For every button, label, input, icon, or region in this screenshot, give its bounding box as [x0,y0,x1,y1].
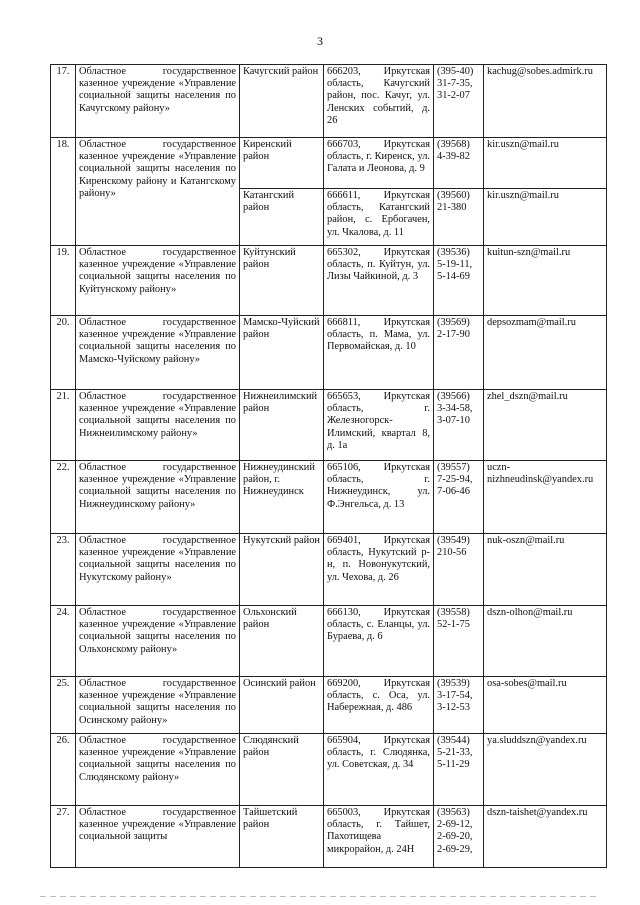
row-number: 27. [51,806,76,868]
table-row [51,65,607,138]
organization-name: Областное государственное казенное учреждение «Управление социальной защиты населения по Слюдянскому району» [76,734,240,806]
email: depsozmam@mail.ru [484,316,607,390]
address: 666130, Иркутская область, с. Еланцы, ул. Бураева, д. 6 [324,606,434,677]
email: uczn-nizhneudinsk@yandex.ru [484,461,607,534]
email: kir.uszn@mail.ru [484,189,607,246]
institutions-table [50,64,607,868]
address: 665003, Иркутская область, г. Тайшет, Пахотищева микрорайон, д. 24Н [324,806,434,868]
email: dszn-olhon@mail.ru [484,606,607,677]
scan-edge [40,896,600,897]
organization-name: Областное государственное казенное учреждение «Управление социальной защиты населения по Осинскому району» [76,677,240,734]
district-name: Нижнеудинский район, г. Нижнеудинск [240,461,324,534]
table-row [51,390,607,461]
address: 666611, Иркутская область, Катангский район, с. Ербогачен, ул. Чкалова, д. 11 [324,189,434,246]
phone: (39549) 210-56 [434,534,484,606]
organization-name: Областное государственное казенное учреждение «Управление социальной защиты населения по Куйтунскому району» [76,246,240,316]
email: ya.sluddszn@yandex.ru [484,734,607,806]
address: 669401, Иркутская область, Нукутский р-н, п. Новонукутский, ул. Чехова, д. 26 [324,534,434,606]
email: kachug@sobes.admirk.ru [484,65,607,138]
district-name: Ольхонский район [240,606,324,677]
email: kuitun-szn@mail.ru [484,246,607,316]
address: 665106, Иркутская область, г. Нижнеудинск, ул. Ф.Энгельса, д. 13 [324,461,434,534]
row-number: 26. [51,734,76,806]
phone: (39563) 2-69-12, 2-69-20, 2-69-29, [434,806,484,868]
district-name: Нукутский район [240,534,324,606]
organization-name: Областное государственное казенное учреждение «Управление социальной защиты населения по Киренскому району и Катангскому району» [76,138,240,246]
organization-name: Областное государственное казенное учреждение «Управление социальной защиты населения по Нукутскому району» [76,534,240,606]
table-row [51,534,607,606]
address: 666703, Иркутская область, г. Киренск, ул. Галата и Леонова, д. 9 [324,138,434,189]
phone: (39557) 7-25-94, 7-06-46 [434,461,484,534]
row-number: 21. [51,390,76,461]
organization-name: Областное государственное казенное учреждение «Управление социальной защиты населения по Ольхонскому району» [76,606,240,677]
address: 665653, Иркутская область, г. Железногорск-Илимский, квартал 8, д. 1а [324,390,434,461]
table-row [51,246,607,316]
row-number: 23. [51,534,76,606]
organization-name: Областное государственное казенное учреждение «Управление социальной защиты населения по Качугскому району» [76,65,240,138]
email: osa-sobes@mail.ru [484,677,607,734]
table-row [51,316,607,390]
table-row [51,734,607,806]
phone: (39558) 52-1-75 [434,606,484,677]
address: 665904, Иркутская область, г. Слюдянка, ул. Советская, д. 34 [324,734,434,806]
table-row [51,138,607,189]
address: 665302, Иркутская область, п. Куйтун, ул. Лизы Чайкиной, д. 3 [324,246,434,316]
organization-name: Областное государственное казенное учреждение «Управление социальной защиты населения по Мамско-Чуйскому району» [76,316,240,390]
district-name: Осинский район [240,677,324,734]
table-row [51,606,607,677]
email: nuk-oszn@mail.ru [484,534,607,606]
district-name: Качугский район [240,65,324,138]
email: kir.uszn@mail.ru [484,138,607,189]
organization-name: Областное государственное казенное учреждение «Управление социальной защиты населения по Нижнеудинскому району» [76,461,240,534]
table-row [51,677,607,734]
district-name: Мамско-Чуйский район [240,316,324,390]
address: 666811, Иркутская область, п. Мама, ул. Первомайская, д. 10 [324,316,434,390]
phone: (395-40) 31-7-35, 31-2-07 [434,65,484,138]
page-number: 3 [317,34,323,48]
district-name: Киренский район [240,138,324,189]
row-number: 17. [51,65,76,138]
email: dszn-taishet@yandex.ru [484,806,607,868]
table-row [51,461,607,534]
phone: (39569) 2-17-90 [434,316,484,390]
phone: (39560) 21-380 [434,189,484,246]
district-name: Тайшетский район [240,806,324,868]
row-number: 19. [51,246,76,316]
organization-name: Областное государственное казенное учреждение «Управление социальной защиты [76,806,240,868]
row-number: 22. [51,461,76,534]
table-row [51,806,607,868]
district-name: Катангский район [240,189,324,246]
address: 666203, Иркутская область, Качугский район, пос. Качуг, ул. Ленских событий, д. 26 [324,65,434,138]
phone: (39566) 3-34-58, 3-07-10 [434,390,484,461]
phone: (39544) 5-21-33, 5-11-29 [434,734,484,806]
address: 669200, Иркутская область, с. Оса, ул. Набережная, д. 486 [324,677,434,734]
row-number: 20. [51,316,76,390]
row-number: 24. [51,606,76,677]
phone: (39568) 4-39-82 [434,138,484,189]
phone: (39539) 3-17-54, 3-12-53 [434,677,484,734]
district-name: Куйтунский район [240,246,324,316]
row-number: 25. [51,677,76,734]
email: zhel_dszn@mail.ru [484,390,607,461]
phone: (39536) 5-19-11, 5-14-69 [434,246,484,316]
district-name: Нижнеилимский район [240,390,324,461]
row-number: 18. [51,138,76,246]
district-name: Слюдянский район [240,734,324,806]
organization-name: Областное государственное казенное учреждение «Управление социальной защиты населения по Нижнеилимскому району» [76,390,240,461]
